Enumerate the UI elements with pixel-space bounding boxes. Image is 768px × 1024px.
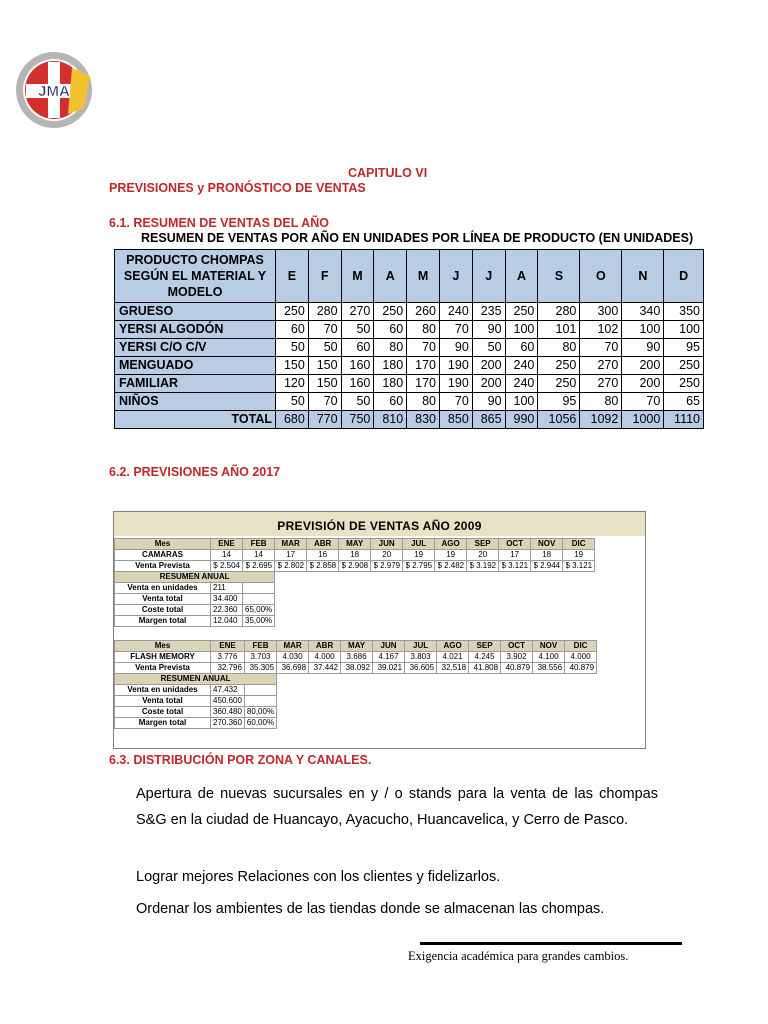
summary-pct	[244, 696, 276, 707]
sales-cell: 340	[622, 303, 664, 321]
units-cell: 4.021	[437, 652, 469, 663]
units-cell: 20	[467, 550, 499, 561]
summary-pct	[244, 685, 276, 696]
total-cell: 850	[439, 411, 472, 429]
units-cell: 3.776	[211, 652, 245, 663]
month-header: NOV	[533, 641, 565, 652]
summary-pct	[243, 583, 275, 594]
table-row	[115, 393, 704, 411]
month-header: SEP	[469, 641, 501, 652]
mes-header: Mes	[115, 539, 211, 550]
forecast-spreadsheet	[113, 511, 646, 749]
sales-cell: 60	[341, 339, 374, 357]
month-header: OCT	[501, 641, 533, 652]
sales-cell: 80	[374, 339, 407, 357]
sales-cell: 50	[472, 339, 505, 357]
forecast-cell: 32.518	[437, 663, 469, 674]
month-header: ENE	[211, 641, 245, 652]
sales-cell: 180	[374, 357, 407, 375]
units-cell: 16	[307, 550, 339, 561]
sales-cell: 250	[276, 303, 309, 321]
sales-cell: 190	[439, 357, 472, 375]
forecast-cell: 40.879	[501, 663, 533, 674]
month-header: MAR	[277, 641, 309, 652]
sales-cell: 70	[580, 339, 622, 357]
total-cell: 990	[505, 411, 538, 429]
month-header: S	[538, 250, 580, 303]
summary-label: Coste total	[115, 707, 211, 718]
mes-header: Mes	[115, 641, 211, 652]
month-header: MAR	[275, 539, 307, 550]
sales-cell: 270	[341, 303, 374, 321]
summary-label: Coste total	[115, 605, 211, 616]
month-header: N	[622, 250, 664, 303]
forecast-label: Venta Prevista	[115, 663, 211, 674]
forecast-block	[114, 640, 597, 729]
month-header: OCT	[499, 539, 531, 550]
units-cell: 4.100	[533, 652, 565, 663]
units-cell: 18	[531, 550, 563, 561]
sales-cell: 65	[664, 393, 704, 411]
summary-value: 211	[211, 583, 243, 594]
table-caption: RESUMEN DE VENTAS POR AÑO EN UNIDADES POR LÍNEA DE PRODUCTO (EN UNIDADES)	[141, 231, 694, 245]
sales-cell: 50	[276, 339, 309, 357]
sales-cell: 50	[276, 393, 309, 411]
product-name: YERSI ALGODÓN	[115, 321, 276, 339]
units-cell: 4.167	[373, 652, 405, 663]
forecast-cell: $ 3.121	[499, 561, 531, 572]
sales-cell: 60	[276, 321, 309, 339]
sales-cell: 200	[472, 357, 505, 375]
forecast-cell: 36.698	[277, 663, 309, 674]
month-header: ENE	[211, 539, 243, 550]
sales-cell: 280	[538, 303, 580, 321]
sales-cell: 70	[407, 339, 440, 357]
product-label: FLASH MEMORY	[115, 652, 211, 663]
section-1-heading: 6.1. RESUMEN DE VENTAS DEL AÑO	[109, 216, 329, 230]
sales-cell: 80	[580, 393, 622, 411]
month-header: AGO	[435, 539, 467, 550]
table-row	[115, 303, 704, 321]
sales-cell: 100	[622, 321, 664, 339]
sales-cell: 170	[407, 357, 440, 375]
chapter-title: CAPITULO VI	[348, 166, 428, 180]
month-header: DIC	[563, 539, 595, 550]
total-cell: 1110	[664, 411, 704, 429]
sales-cell: 70	[439, 393, 472, 411]
sales-cell: 102	[580, 321, 622, 339]
month-header: JUN	[373, 641, 405, 652]
summary-pct: 60,00%	[244, 718, 276, 729]
product-name: FAMILIAR	[115, 375, 276, 393]
total-cell: 680	[276, 411, 309, 429]
product-name: YERSI C/O C/V	[115, 339, 276, 357]
month-header: FEB	[243, 539, 275, 550]
sales-cell: 70	[308, 393, 341, 411]
sales-cell: 270	[580, 375, 622, 393]
table-row	[115, 375, 704, 393]
total-cell: 770	[308, 411, 341, 429]
units-cell: 4.000	[565, 652, 597, 663]
sales-cell: 200	[622, 375, 664, 393]
paragraph-3: Ordenar los ambientes de las tiendas donde se almacenan las chompas.	[136, 901, 605, 917]
units-cell: 19	[435, 550, 467, 561]
summary-label: Venta en unidades	[115, 583, 211, 594]
sales-cell: 60	[374, 393, 407, 411]
month-header: M	[407, 250, 440, 303]
forecast-label: Venta Prevista	[115, 561, 211, 572]
forecast-cell: $ 3.121	[563, 561, 595, 572]
units-cell: 3.902	[501, 652, 533, 663]
forecast-cell: 37.442	[309, 663, 341, 674]
sales-cell: 95	[538, 393, 580, 411]
forecast-cell: $ 2.695	[243, 561, 275, 572]
month-header: FEB	[244, 641, 276, 652]
sales-cell: 70	[622, 393, 664, 411]
section-2-heading: 6.2. PREVISIONES AÑO 2017	[109, 465, 281, 479]
sales-cell: 270	[580, 357, 622, 375]
sales-cell: 250	[374, 303, 407, 321]
product-name: GRUESO	[115, 303, 276, 321]
units-cell: 3.803	[405, 652, 437, 663]
sales-cell: 250	[538, 357, 580, 375]
forecast-cell: 40.879	[565, 663, 597, 674]
forecast-cell: 41.808	[469, 663, 501, 674]
sales-cell: 120	[276, 375, 309, 393]
sales-cell: 190	[439, 375, 472, 393]
month-header: MAY	[341, 641, 373, 652]
forecast-cell: $ 2.908	[339, 561, 371, 572]
forecast-cell: 38.092	[341, 663, 373, 674]
units-cell: 4.030	[277, 652, 309, 663]
units-cell: 17	[275, 550, 307, 561]
total-cell: 750	[341, 411, 374, 429]
forecast-cell: $ 2.802	[275, 561, 307, 572]
product-label: CAMARAS	[115, 550, 211, 561]
sales-cell: 100	[664, 321, 704, 339]
sales-cell: 180	[374, 375, 407, 393]
summary-title: RESUMEN ANUAL	[115, 674, 277, 685]
sales-cell: 250	[664, 357, 704, 375]
summary-value: 47.432	[211, 685, 245, 696]
forecast-cell: 32.796	[211, 663, 245, 674]
forecast-cell: $ 2.504	[211, 561, 243, 572]
month-header: D	[664, 250, 704, 303]
month-header: AGO	[437, 641, 469, 652]
total-cell: 830	[407, 411, 440, 429]
total-cell: 865	[472, 411, 505, 429]
units-cell: 3.686	[341, 652, 373, 663]
summary-value: 270.360	[211, 718, 245, 729]
summary-pct: 65,00%	[243, 605, 275, 616]
forecast-cell: $ 3.192	[467, 561, 499, 572]
sales-cell: 90	[472, 321, 505, 339]
paragraph-2: Lograr mejores Relaciones con los clientes y fidelizarlos.	[136, 869, 501, 885]
sales-cell: 250	[505, 303, 538, 321]
sales-cell: 100	[505, 321, 538, 339]
table-row	[115, 357, 704, 375]
sales-cell: 80	[538, 339, 580, 357]
units-cell: 20	[371, 550, 403, 561]
forecast-block	[114, 538, 595, 627]
forecast-cell: 36.605	[405, 663, 437, 674]
product-name: MENGUADO	[115, 357, 276, 375]
product-name: NIÑOS	[115, 393, 276, 411]
sales-cell: 101	[538, 321, 580, 339]
month-header: J	[439, 250, 472, 303]
summary-value: 360.480	[211, 707, 245, 718]
summary-title: RESUMEN ANUAL	[115, 572, 275, 583]
month-header: E	[276, 250, 309, 303]
month-header: SEP	[467, 539, 499, 550]
month-header: JUL	[405, 641, 437, 652]
sales-cell: 50	[341, 321, 374, 339]
summary-value: 34.400	[211, 594, 243, 605]
sales-cell: 250	[664, 375, 704, 393]
sales-cell: 50	[308, 339, 341, 357]
sales-cell: 240	[505, 357, 538, 375]
table-row	[115, 339, 704, 357]
sales-cell: 100	[505, 393, 538, 411]
sales-cell: 235	[472, 303, 505, 321]
sales-cell: 90	[622, 339, 664, 357]
sales-cell: 80	[407, 393, 440, 411]
sales-cell: 50	[341, 393, 374, 411]
logo-text: JMA	[38, 83, 70, 100]
sales-cell: 70	[439, 321, 472, 339]
total-cell: 1000	[622, 411, 664, 429]
forecast-cell: $ 2.858	[307, 561, 339, 572]
units-cell: 14	[243, 550, 275, 561]
jma-logo	[12, 48, 96, 132]
total-cell: 1056	[538, 411, 580, 429]
sales-cell: 350	[664, 303, 704, 321]
summary-label: Venta total	[115, 594, 211, 605]
month-header: MAY	[339, 539, 371, 550]
sales-cell: 260	[407, 303, 440, 321]
sales-summary-table	[114, 249, 704, 429]
units-cell: 19	[563, 550, 595, 561]
month-header: J	[472, 250, 505, 303]
forecast-cell: 35.305	[244, 663, 276, 674]
product-header: PRODUCTO CHOMPAS SEGÚN EL MATERIAL Y MODELO	[115, 250, 276, 303]
sales-cell: 240	[505, 375, 538, 393]
total-cell: 1092	[580, 411, 622, 429]
sales-cell: 160	[341, 357, 374, 375]
sales-cell: 300	[580, 303, 622, 321]
sales-cell: 90	[472, 393, 505, 411]
units-cell: 19	[403, 550, 435, 561]
spreadsheet-title: PREVISIÓN DE VENTAS AÑO 2009	[114, 512, 645, 536]
total-row	[115, 411, 704, 429]
summary-value: 22.360	[211, 605, 243, 616]
forecast-cell: $ 2.979	[371, 561, 403, 572]
table-row	[115, 321, 704, 339]
sales-cell: 70	[308, 321, 341, 339]
footer-text: Exigencia académica para grandes cambios.	[408, 949, 629, 963]
sales-cell: 200	[472, 375, 505, 393]
sales-cell: 280	[308, 303, 341, 321]
total-cell: 810	[374, 411, 407, 429]
month-header: A	[505, 250, 538, 303]
summary-pct: 35,00%	[243, 616, 275, 627]
paragraph-1: Apertura de nuevas sucursales en y / o stands para la venta de las chompas S&G en la ciudad de Huancayo, Ayacucho, Huancavelica, y Cerro de Pasco.	[136, 786, 658, 828]
sales-cell: 90	[439, 339, 472, 357]
sales-cell: 200	[622, 357, 664, 375]
forecast-cell: $ 2.795	[403, 561, 435, 572]
month-header: DIC	[565, 641, 597, 652]
sales-cell: 80	[407, 321, 440, 339]
footer-rule	[420, 942, 682, 945]
forecast-cell: $ 2.944	[531, 561, 563, 572]
units-cell: 3.703	[244, 652, 276, 663]
month-header: ABR	[307, 539, 339, 550]
month-header: O	[580, 250, 622, 303]
sales-cell: 150	[308, 375, 341, 393]
month-header: M	[341, 250, 374, 303]
forecast-cell: 38.556	[533, 663, 565, 674]
sales-cell: 150	[276, 357, 309, 375]
summary-label: Venta total	[115, 696, 211, 707]
summary-label: Margen total	[115, 616, 211, 627]
sales-cell: 170	[407, 375, 440, 393]
table-header-row	[115, 250, 704, 303]
summary-pct	[243, 594, 275, 605]
month-header: JUN	[371, 539, 403, 550]
summary-value: 12.040	[211, 616, 243, 627]
summary-label: Venta en unidades	[115, 685, 211, 696]
units-cell: 18	[339, 550, 371, 561]
section-3-heading: 6.3. DISTRIBUCIÓN POR ZONA Y CANALES.	[109, 753, 372, 767]
forecast-cell: $ 2.482	[435, 561, 467, 572]
summary-value: 450.600	[211, 696, 245, 707]
total-label: TOTAL	[115, 411, 276, 429]
sales-cell: 60	[374, 321, 407, 339]
month-header: ABR	[309, 641, 341, 652]
sales-cell: 160	[341, 375, 374, 393]
units-cell: 14	[211, 550, 243, 561]
sales-cell: 150	[308, 357, 341, 375]
month-header: JUL	[403, 539, 435, 550]
summary-label: Margen total	[115, 718, 211, 729]
month-header: NOV	[531, 539, 563, 550]
sales-cell: 240	[439, 303, 472, 321]
month-header: A	[374, 250, 407, 303]
month-header: F	[308, 250, 341, 303]
sales-cell: 250	[538, 375, 580, 393]
chapter-subtitle: PREVISIONES y PRONÓSTICO DE VENTAS	[109, 181, 366, 195]
units-cell: 4.245	[469, 652, 501, 663]
sales-cell: 60	[505, 339, 538, 357]
units-cell: 17	[499, 550, 531, 561]
sales-cell: 95	[664, 339, 704, 357]
units-cell: 4.000	[309, 652, 341, 663]
summary-pct: 80,00%	[244, 707, 276, 718]
forecast-cell: 39.021	[373, 663, 405, 674]
